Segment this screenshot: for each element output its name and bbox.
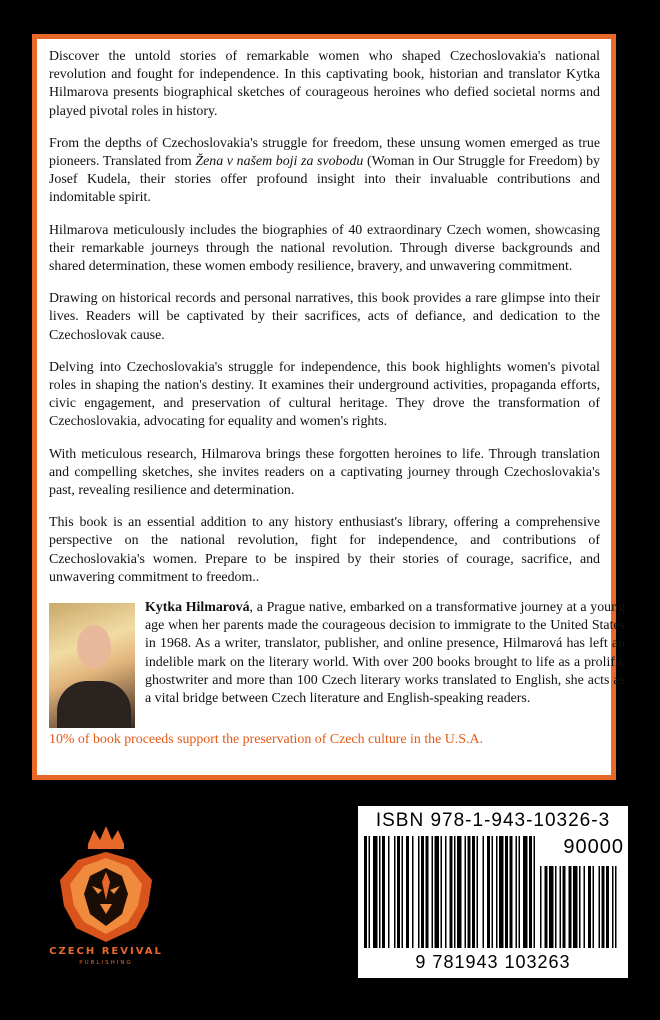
barcode-bar	[465, 836, 467, 948]
publisher-sub: PUBLISHING	[79, 960, 133, 966]
author-name: Kytka Hilmarová	[145, 600, 250, 616]
description-paragraph-5: Delving into Czechoslovakia's struggle for independence, this book highlights women's pivotal roles in shaping the nation's destiny. It examines their underground activities, propaganda efforts, civic engagement, and preservation of cultural heritage. They drove the transformation of Czechoslovakia, advocating for equality and women's rights.	[49, 359, 600, 430]
price-barcode-bar	[555, 866, 557, 948]
barcode-bar	[477, 836, 479, 948]
price-barcode-bar	[615, 866, 617, 948]
publisher-name: CZECH REVIVAL	[49, 946, 163, 957]
barcode-bar	[492, 836, 494, 948]
original-title: Žena v našem boji za svobodu	[195, 154, 364, 170]
barcode-bar	[406, 836, 409, 948]
price-barcode-bar	[540, 866, 542, 948]
price-barcode-bar	[612, 866, 614, 948]
author-section	[49, 599, 625, 729]
barcode-bar	[487, 836, 490, 948]
barcode-bar	[499, 836, 504, 948]
barcode-bar	[418, 836, 420, 948]
price-barcode-bar	[579, 866, 581, 948]
author-bio: Kytka Hilmarová, a Prague native, embarked on a transformative journey at a young age when her parents made the courageous decision to immigrate to the United States in 1968. As a writer, translator, publisher, and online presence, Hilmarová has left an indelible mark on the literary world. With over 200 books brought to life as a prolific ghostwriter and more than 100 Czech literary works translated to English, she acts as a vital bridge between Czech literature and English-speaking readers.	[145, 600, 625, 707]
price-barcode-bar	[602, 866, 605, 948]
description-paragraph-2: From the depths of Czechoslovakia's struggle for freedom, these unsung women emerged as true pioneers. Translated from Žena v našem boji za svobodu (Woman in Our Struggle for Freedom) by Josef Kudela, their stories offer profound insight into their invaluable contributions and indomitable spirit.	[49, 135, 600, 206]
price-code: 90000	[563, 836, 624, 858]
barcode-bar	[450, 836, 453, 948]
description-paragraph-4: Drawing on historical records and personal narratives, this book provides a rare glimpse into their lives. Readers will be captivated by their sacrifices, acts of defiance, and dedication to the Czechoslovak cause.	[49, 291, 600, 343]
barcode-bars	[362, 836, 624, 952]
price-barcode-bar	[599, 866, 601, 948]
price-barcode-bar	[563, 866, 566, 948]
barcode-bar	[519, 836, 521, 948]
barcode-bar	[510, 836, 513, 948]
price-barcode-bar	[573, 866, 578, 948]
barcode-bar	[529, 836, 532, 948]
barcode-bar	[379, 836, 381, 948]
barcode-bar	[397, 836, 400, 948]
isbn-text: ISBN 978-1-943-10326-3	[375, 810, 611, 831]
barcode-bar	[523, 836, 528, 948]
ean-digits: 9 781943 103263	[415, 952, 571, 972]
barcode-bar	[369, 836, 371, 948]
price-barcode-bar	[584, 866, 586, 948]
barcode-bar	[454, 836, 456, 948]
publisher-logo	[44, 824, 168, 974]
description-paragraph-7: This book is an essential addition to any history enthusiast's library, offering a comprehensive perspective on the national revolution, fight for independence, and contributions of Czechoslovakia's women. Prepare to be inspired by their stories of courage, sacrifice, and unwavering commitment to freedom..	[49, 515, 600, 585]
price-barcode-bar	[569, 866, 572, 948]
price-barcode-bar	[545, 866, 548, 948]
barcode-bar	[468, 836, 471, 948]
barcode-bar	[382, 836, 385, 948]
proceeds-note: 10% of book proceeds support the preservation of Czech culture in the U.S.A.	[49, 732, 483, 748]
barcode-bar	[483, 836, 485, 948]
barcode-bar	[421, 836, 424, 948]
barcode-bar	[373, 836, 378, 948]
price-barcode-bar	[588, 866, 591, 948]
description-paragraph-1: Discover the untold stories of remarkable women who shaped Czechoslovakia's national revolution and fought for independence. In this captivating book, historian and translator Kytka Hilmarova presents biographical sketches of courageous heroines who defied societal norms and played pivotal roles in history.	[49, 49, 600, 119]
description-paragraph-6: With meticulous research, Hilmarova brings these forgotten heroines to life. Through translation and compelling sketches, she invites readers on a captivating journey through Czechoslovakia's past, revealing resilience and determination.	[49, 446, 600, 499]
barcode-bar	[394, 836, 396, 948]
barcode-bar	[505, 836, 508, 948]
barcode-bar	[441, 836, 443, 948]
barcode-bar	[534, 836, 536, 948]
barcode-bar	[516, 836, 518, 948]
barcode-bar	[435, 836, 440, 948]
barcode-bar	[472, 836, 475, 948]
barcode-bar	[457, 836, 462, 948]
barcode-bar	[496, 836, 498, 948]
barcode-bar	[412, 836, 414, 948]
barcode-bar	[426, 836, 429, 948]
barcode-bar	[432, 836, 434, 948]
description-paragraph-3: Hilmarova meticulously includes the biographies of 40 extraordinary Czech women, showcasing their remarkable journeys through the national revolution. Through diverse backgrounds and shared determination, these women embody resilience, bravery, and unwavering commitment.	[49, 222, 600, 275]
barcode-bar	[364, 836, 367, 948]
barcode-bar	[388, 836, 390, 948]
price-barcode-bar	[549, 866, 554, 948]
barcode-bar	[445, 836, 447, 948]
lion-crown-icon	[44, 824, 168, 946]
description-panel	[32, 34, 625, 780]
price-barcode-bar	[606, 866, 609, 948]
price-barcode-bar	[593, 866, 595, 948]
barcode-box	[358, 806, 628, 978]
author-photo	[49, 603, 135, 728]
price-barcode-bar	[560, 866, 562, 948]
barcode-bar	[402, 836, 404, 948]
